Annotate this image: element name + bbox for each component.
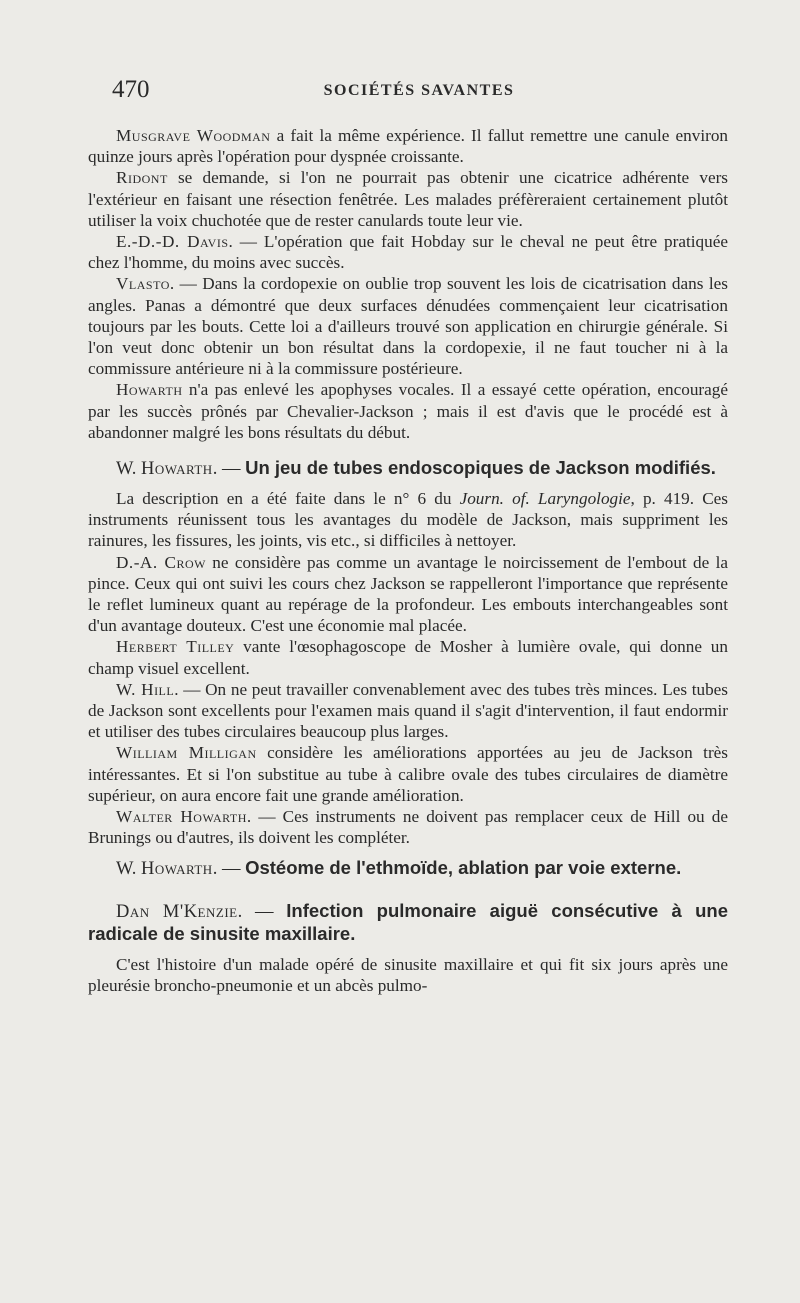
speaker-name: Howarth	[116, 380, 183, 400]
paragraph-text: . — L'opération que fait Hobday sur le cheval ne peut être pratiquée chez l'homme, du moins avec succès.	[88, 232, 729, 273]
paragraph	[88, 488, 728, 552]
paragraph-text: . — Dans la cordopexie on oublie trop souvent les lois de cicatrisation dans les angles. Panas a démontré que deux surfaces dénudées commençaient leur cicatrisation toujours par les bouts. Cette loi a d'ailleurs trouvé son application en chirurgie générale. Si l'on veut donc obtenir un bon résultat dans la cordopexie, il ne faut toucher ni à la commissure antérieure ni à la commissure postérieure.	[88, 274, 728, 379]
paragraph	[88, 379, 728, 443]
heading-author-suffix: . —	[212, 858, 246, 879]
paragraph-text: vante l'œsophagoscope de Mosher à lumière ovale, qui donne un champ visuel excellent.	[88, 637, 728, 678]
speaker-name: William Milligan	[116, 743, 257, 763]
heading-author: Dan M'Kenzie	[116, 901, 238, 922]
paragraph-text: n'a pas enlevé les apophyses vocales. Il a essayé cette opération, encouragé par les succès prônés par Chevalier-Jackson ; mais il est d'avis que le procédé est à abandonner malgré les bons résultats du début.	[88, 380, 728, 442]
paragraph	[88, 552, 728, 637]
speaker-name: Ridont	[116, 168, 168, 188]
paragraph	[88, 806, 728, 848]
paragraph-text: C'est l'histoire d'un malade opéré de sinusite maxillaire et qui fit six jours après une pleurésie broncho-pneumonie et un abcès pulmo-	[88, 954, 728, 995]
page-number: 470	[112, 76, 150, 103]
paragraph	[88, 636, 728, 678]
section-heading	[88, 900, 728, 946]
paragraph-text: . — Ces instruments ne doivent pas remplacer ceux de Hill ou de Brunings ou d'autres, ils doivent les compléter.	[88, 807, 728, 848]
heading-author-suffix: . —	[212, 459, 246, 480]
paragraph-text: La description en a été faite dans le n° 6 du	[116, 489, 460, 509]
paragraph	[88, 167, 728, 231]
speaker-name: Walter Howarth	[116, 807, 247, 827]
heading-author: Howarth	[141, 858, 213, 879]
section-heading	[88, 857, 728, 880]
running-title: SOCIÉTÉS SAVANTES	[323, 82, 515, 99]
paragraph-text: a fait la même expérience. Il fallut remettre une canule environ quinze jours après l'opération pour dyspnée croissante.	[88, 126, 729, 167]
heading-title: Un jeu de tubes endoscopiques de Jackson modifiés.	[245, 457, 716, 479]
speaker-name: Vlasto	[116, 274, 170, 294]
paragraph-text: ne considère pas comme un avantage le noircissement de l'embout de la pince. Ceux qui ont suivi les cours chez Jackson se rappelleront l'importance que représente le reflet lumineux quant au repérage de la profondeur. Les embouts interchangeables sont d'un avantage douteux. C'est une économie mal placée.	[88, 552, 728, 636]
speaker-name: E.-D.-D. Davis	[116, 232, 229, 252]
heading-author-suffix: . —	[237, 901, 287, 922]
paragraph	[88, 679, 728, 743]
speaker-name: Musgrave Woodman	[116, 126, 271, 145]
speaker-name: W. Hill	[116, 679, 175, 699]
heading-title: Ostéome de l'ethmoïde, ablation par voie externe.	[245, 856, 682, 878]
heading-author-prefix: W.	[116, 459, 142, 480]
journal-title: Journ. of. Laryngologie	[459, 489, 631, 509]
page-body	[88, 125, 728, 996]
speaker-name: D.-A. Crow	[116, 552, 206, 572]
paragraph-text: , p. 419. Ces instruments réunissent tous les avantages du modèle de Jackson, mais suppriment les rainures, les fissures, les joints, vis etc., si difficiles à nettoyer.	[88, 489, 728, 551]
speaker-name: Herbert Tilley	[116, 637, 235, 657]
heading-author: Howarth	[141, 459, 213, 480]
heading-title: Infection pulmonaire aiguë consécutive à une radicale de sinusite maxillaire.	[88, 899, 728, 944]
paragraph	[88, 125, 728, 167]
page-header	[112, 76, 726, 110]
paragraph	[88, 742, 728, 806]
paragraph-text: considère les améliorations apportées au jeu de Jackson très intéressantes. Et si l'on substitue au tube à calibre ovale des tubes circulaires de diamètre supérieur, on aura encore fait une grande amélioration.	[88, 743, 728, 805]
paragraph-text: . — On ne peut travailler convenablement avec des tubes très minces. Les tubes de Jackson sont excellents pour l'examen mais quand il s'agit d'intervention, il faut endormir et utiliser des tubes circulaires beaucoup plus larges.	[88, 679, 728, 742]
paragraph	[88, 273, 728, 379]
section-heading	[88, 457, 728, 480]
paragraph	[88, 231, 728, 273]
paragraph	[88, 954, 728, 996]
paragraph-text: se demande, si l'on ne pourrait pas obtenir une cicatrice adhérente vers l'extérieur en faisant une résection fenêtrée. Les malades préfèreraient certainement plutôt utiliser la voix chuchotée que de rester canulards toute leur vie.	[88, 168, 728, 230]
heading-author-prefix: W.	[116, 858, 142, 879]
